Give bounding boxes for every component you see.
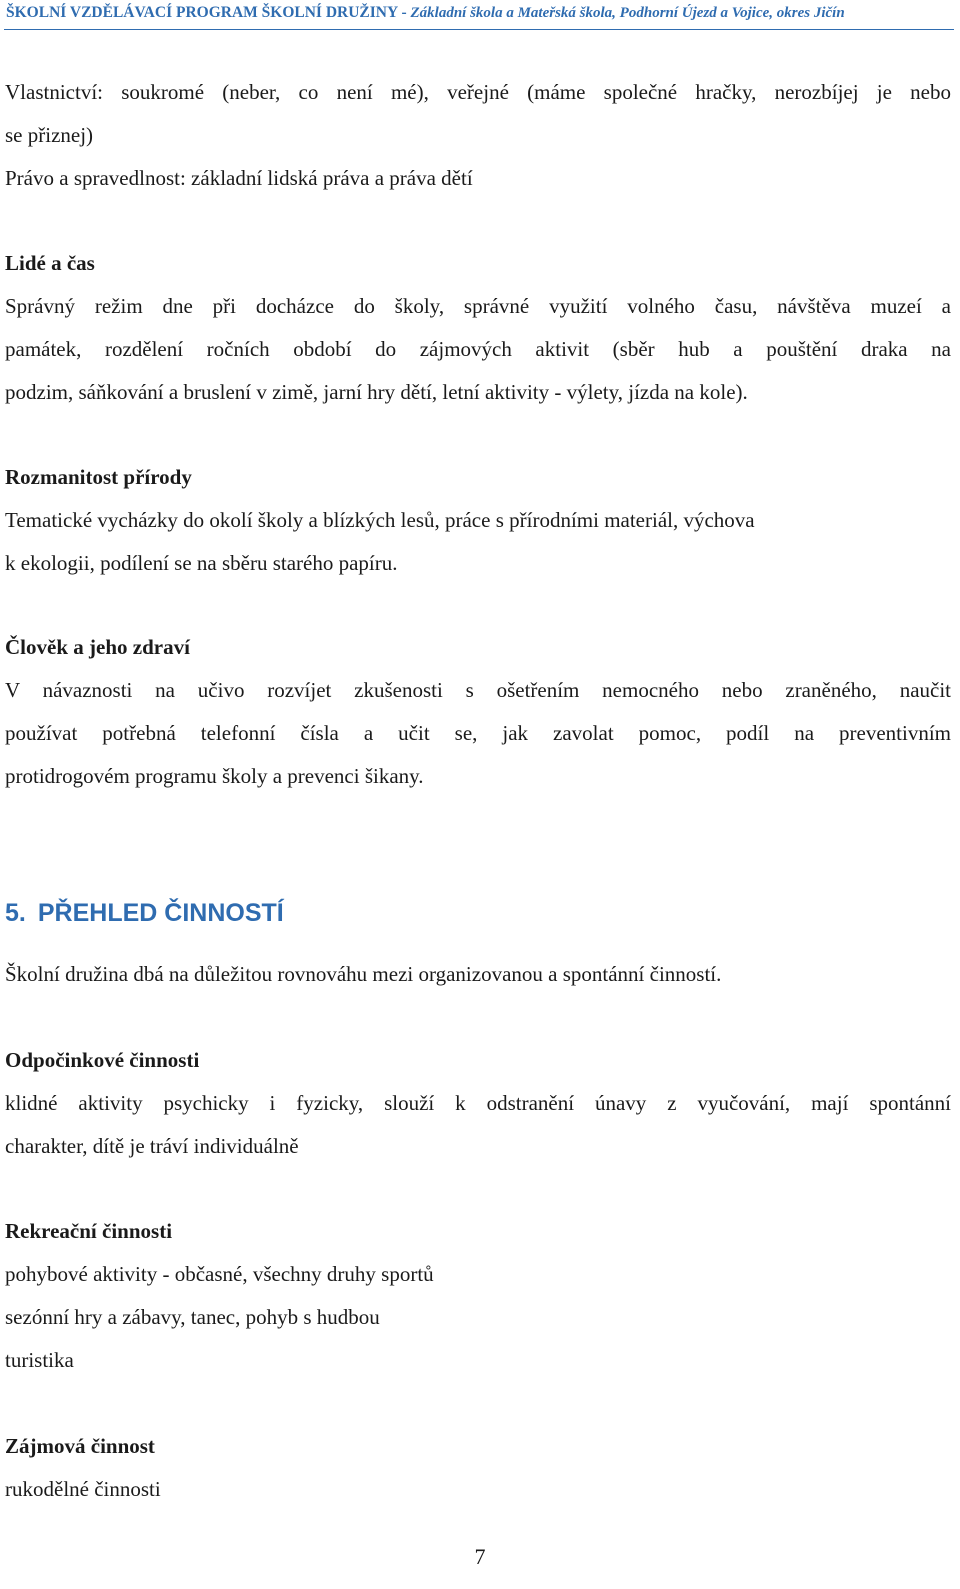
paragraph-line: charakter, dítě je tráví individuálně	[5, 1134, 299, 1158]
header-divider	[4, 29, 954, 30]
paragraph-line: rukodělné činnosti	[5, 1477, 161, 1501]
paragraph-line: podzim, sáňkování a bruslení v zimě, jarní hry dětí, letní aktivity - výlety, jízda na kole).	[5, 380, 748, 404]
header-program-title: ŠKOLNÍ VZDĚLÁVACÍ PROGRAM ŠKOLNÍ DRUŽINY -	[6, 4, 411, 21]
paragraph-line: Správný režim dne při docházce do školy, správné využití volného času, návštěva muzeí a	[5, 294, 951, 318]
section-heading: Odpočinkové činnosti	[5, 1048, 200, 1072]
section-heading: Zájmová činnost	[5, 1434, 155, 1458]
property-paragraph	[5, 71, 951, 200]
section-heading: Lidé a čas	[5, 251, 95, 275]
people-time-section	[5, 242, 951, 414]
paragraph-line: používat potřebná telefonní čísla a učit se, jak zavolat pomoc, podíl na preventivním	[5, 721, 951, 745]
health-section	[5, 626, 951, 798]
paragraph-line: Školní družina dbá na důležitou rovnováhu mezi organizovanou a spontánní činností.	[5, 962, 722, 986]
paragraph-line: turistika	[5, 1348, 74, 1372]
chapter-title: PŘEHLED ČINNOSTÍ	[37, 899, 284, 927]
chapter-heading	[5, 893, 284, 933]
chapter-number: 5.	[5, 899, 26, 927]
section-heading: Rozmanitost přírody	[5, 465, 192, 489]
chapter-intro	[5, 953, 951, 996]
header-school-name: Základní škola a Mateřská škola, Podhorní Újezd a Vojice, okres Jičín	[410, 5, 845, 21]
paragraph-line: klidné aktivity psychicky i fyzicky, slouží k odstranění únavy z vyučování, mají spontánní	[5, 1091, 951, 1115]
paragraph-line: k ekologii, podílení se na sběru starého papíru.	[5, 551, 398, 575]
section-heading: Člověk a jeho zdraví	[5, 635, 190, 659]
rest-activities-section	[5, 1039, 951, 1168]
paragraph-line: památek, rozdělení ročních období do zájmových aktivit (sběr hub a pouštění draka na	[5, 337, 951, 361]
paragraph-line: Tematické vycházky do okolí školy a blízkých lesů, práce s přírodními materiál, výchova	[5, 508, 755, 532]
paragraph-line: Právo a spravedlnost: základní lidská práva a práva dětí	[5, 166, 473, 190]
paragraph-line: sezónní hry a zábavy, tanec, pohyb s hudbou	[5, 1305, 380, 1329]
paragraph-line: V návaznosti na učivo rozvíjet zkušenosti s ošetřením nemocného nebo zraněného, naučit	[5, 678, 951, 702]
paragraph-line: se přiznej)	[5, 123, 94, 147]
nature-section	[5, 456, 951, 585]
interest-activities-section	[5, 1425, 951, 1511]
paragraph-line: pohybové aktivity - občasné, všechny druhy sportů	[5, 1262, 434, 1286]
recreation-activities-section	[5, 1210, 951, 1382]
page-number: 7	[474, 1544, 486, 1569]
paragraph-line: Vlastnictví: soukromé (neber, co není mé), veřejné (máme společné hračky, nerozbíjej je nebo	[5, 80, 951, 104]
section-heading: Rekreační činnosti	[5, 1219, 173, 1243]
paragraph-line: protidrogovém programu školy a prevenci šikany.	[5, 764, 424, 788]
running-header	[6, 2, 954, 24]
